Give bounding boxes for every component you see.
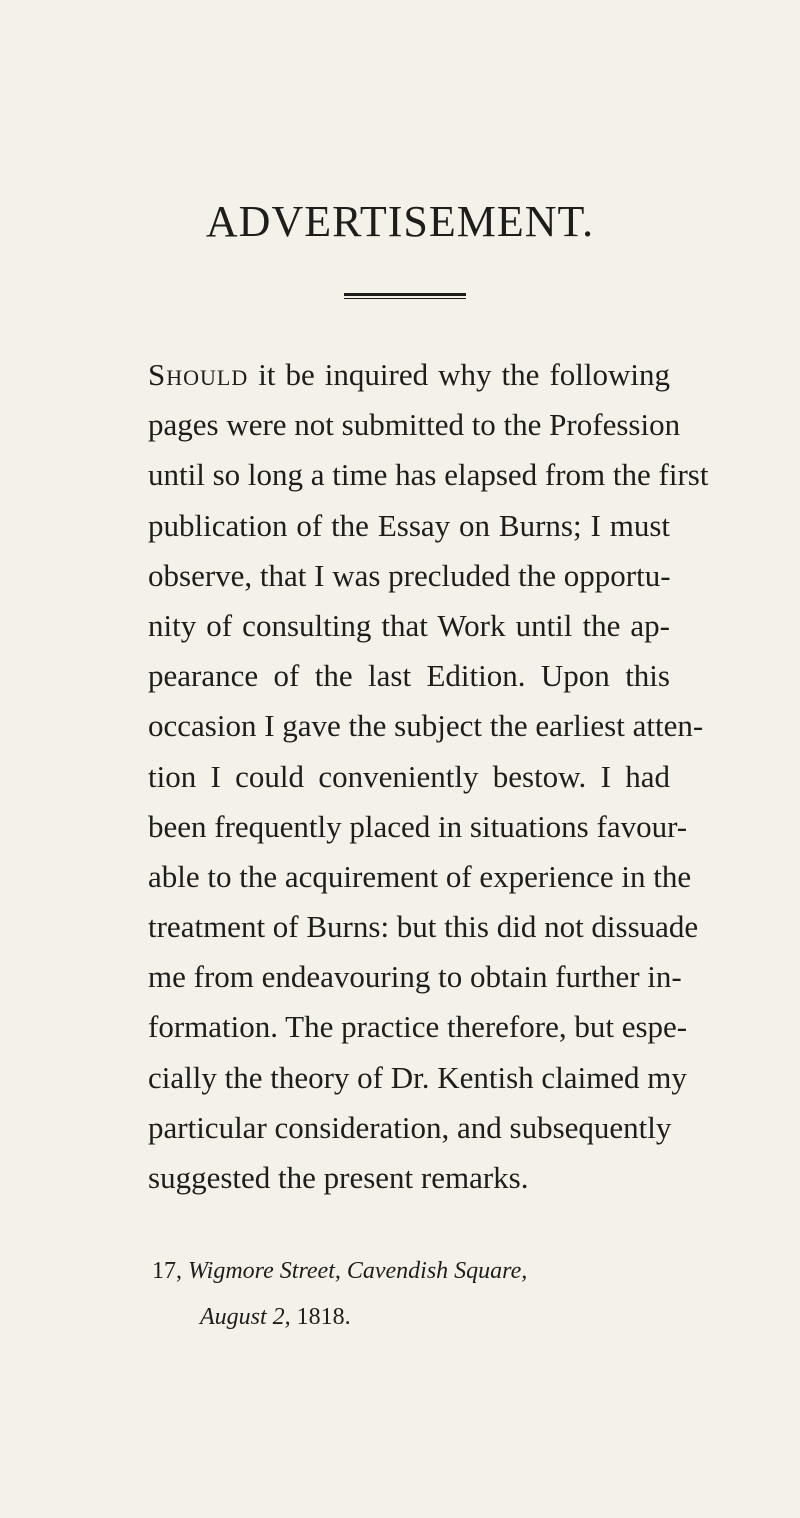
date-month-day: August 2, bbox=[200, 1304, 291, 1330]
paragraph-line: observe, that I was precluded the opportu- bbox=[148, 557, 671, 593]
paragraph-line: pearance of the last Edition. Upon this bbox=[148, 658, 670, 694]
paragraph-line: Should it be inquired why the following bbox=[148, 357, 670, 392]
first-word-smallcaps: Should bbox=[148, 357, 249, 392]
paragraph-line: particular consideration, and subsequently bbox=[148, 1109, 672, 1145]
paragraph-line: occasion I gave the subject the earliest atten- bbox=[148, 708, 704, 744]
address-street: Wigmore Street, Cavendish Square, bbox=[188, 1258, 528, 1284]
paragraph-line: me from endeavouring to obtain further in- bbox=[148, 959, 682, 995]
paragraph-line: formation. The practice therefore, but espe- bbox=[148, 1009, 688, 1045]
paragraph-line: pages were not submitted to the Profession bbox=[148, 407, 681, 443]
paragraph-line: been frequently placed in situations favour- bbox=[148, 808, 688, 844]
paragraph-line: publication of the Essay on Burns; I must bbox=[148, 507, 670, 543]
paragraph-line: until so long a time has elapsed from the first bbox=[148, 457, 709, 493]
paragraph-line: tion I could conveniently bestow. I had bbox=[148, 758, 670, 794]
paragraph-line-last: suggested the present remarks. bbox=[148, 1160, 529, 1195]
address-number: 17, bbox=[152, 1258, 182, 1284]
rule-thin-line bbox=[344, 298, 466, 299]
paragraph-line: treatment of Burns: but this did not dissuade bbox=[148, 909, 699, 945]
paragraph-line: cially the theory of Dr. Kentish claimed my bbox=[148, 1059, 687, 1095]
paragraph-line: able to the acquirement of experience in the bbox=[148, 858, 692, 894]
publication-date bbox=[200, 1302, 351, 1332]
page-title: ADVERTISEMENT. bbox=[205, 197, 595, 246]
advertisement-paragraph bbox=[148, 357, 709, 1210]
rule-thick-line bbox=[344, 293, 466, 296]
paragraph-line: nity of consulting that Work until the ap- bbox=[148, 607, 670, 643]
author-address bbox=[152, 1256, 527, 1286]
date-year: 1818. bbox=[296, 1304, 351, 1330]
